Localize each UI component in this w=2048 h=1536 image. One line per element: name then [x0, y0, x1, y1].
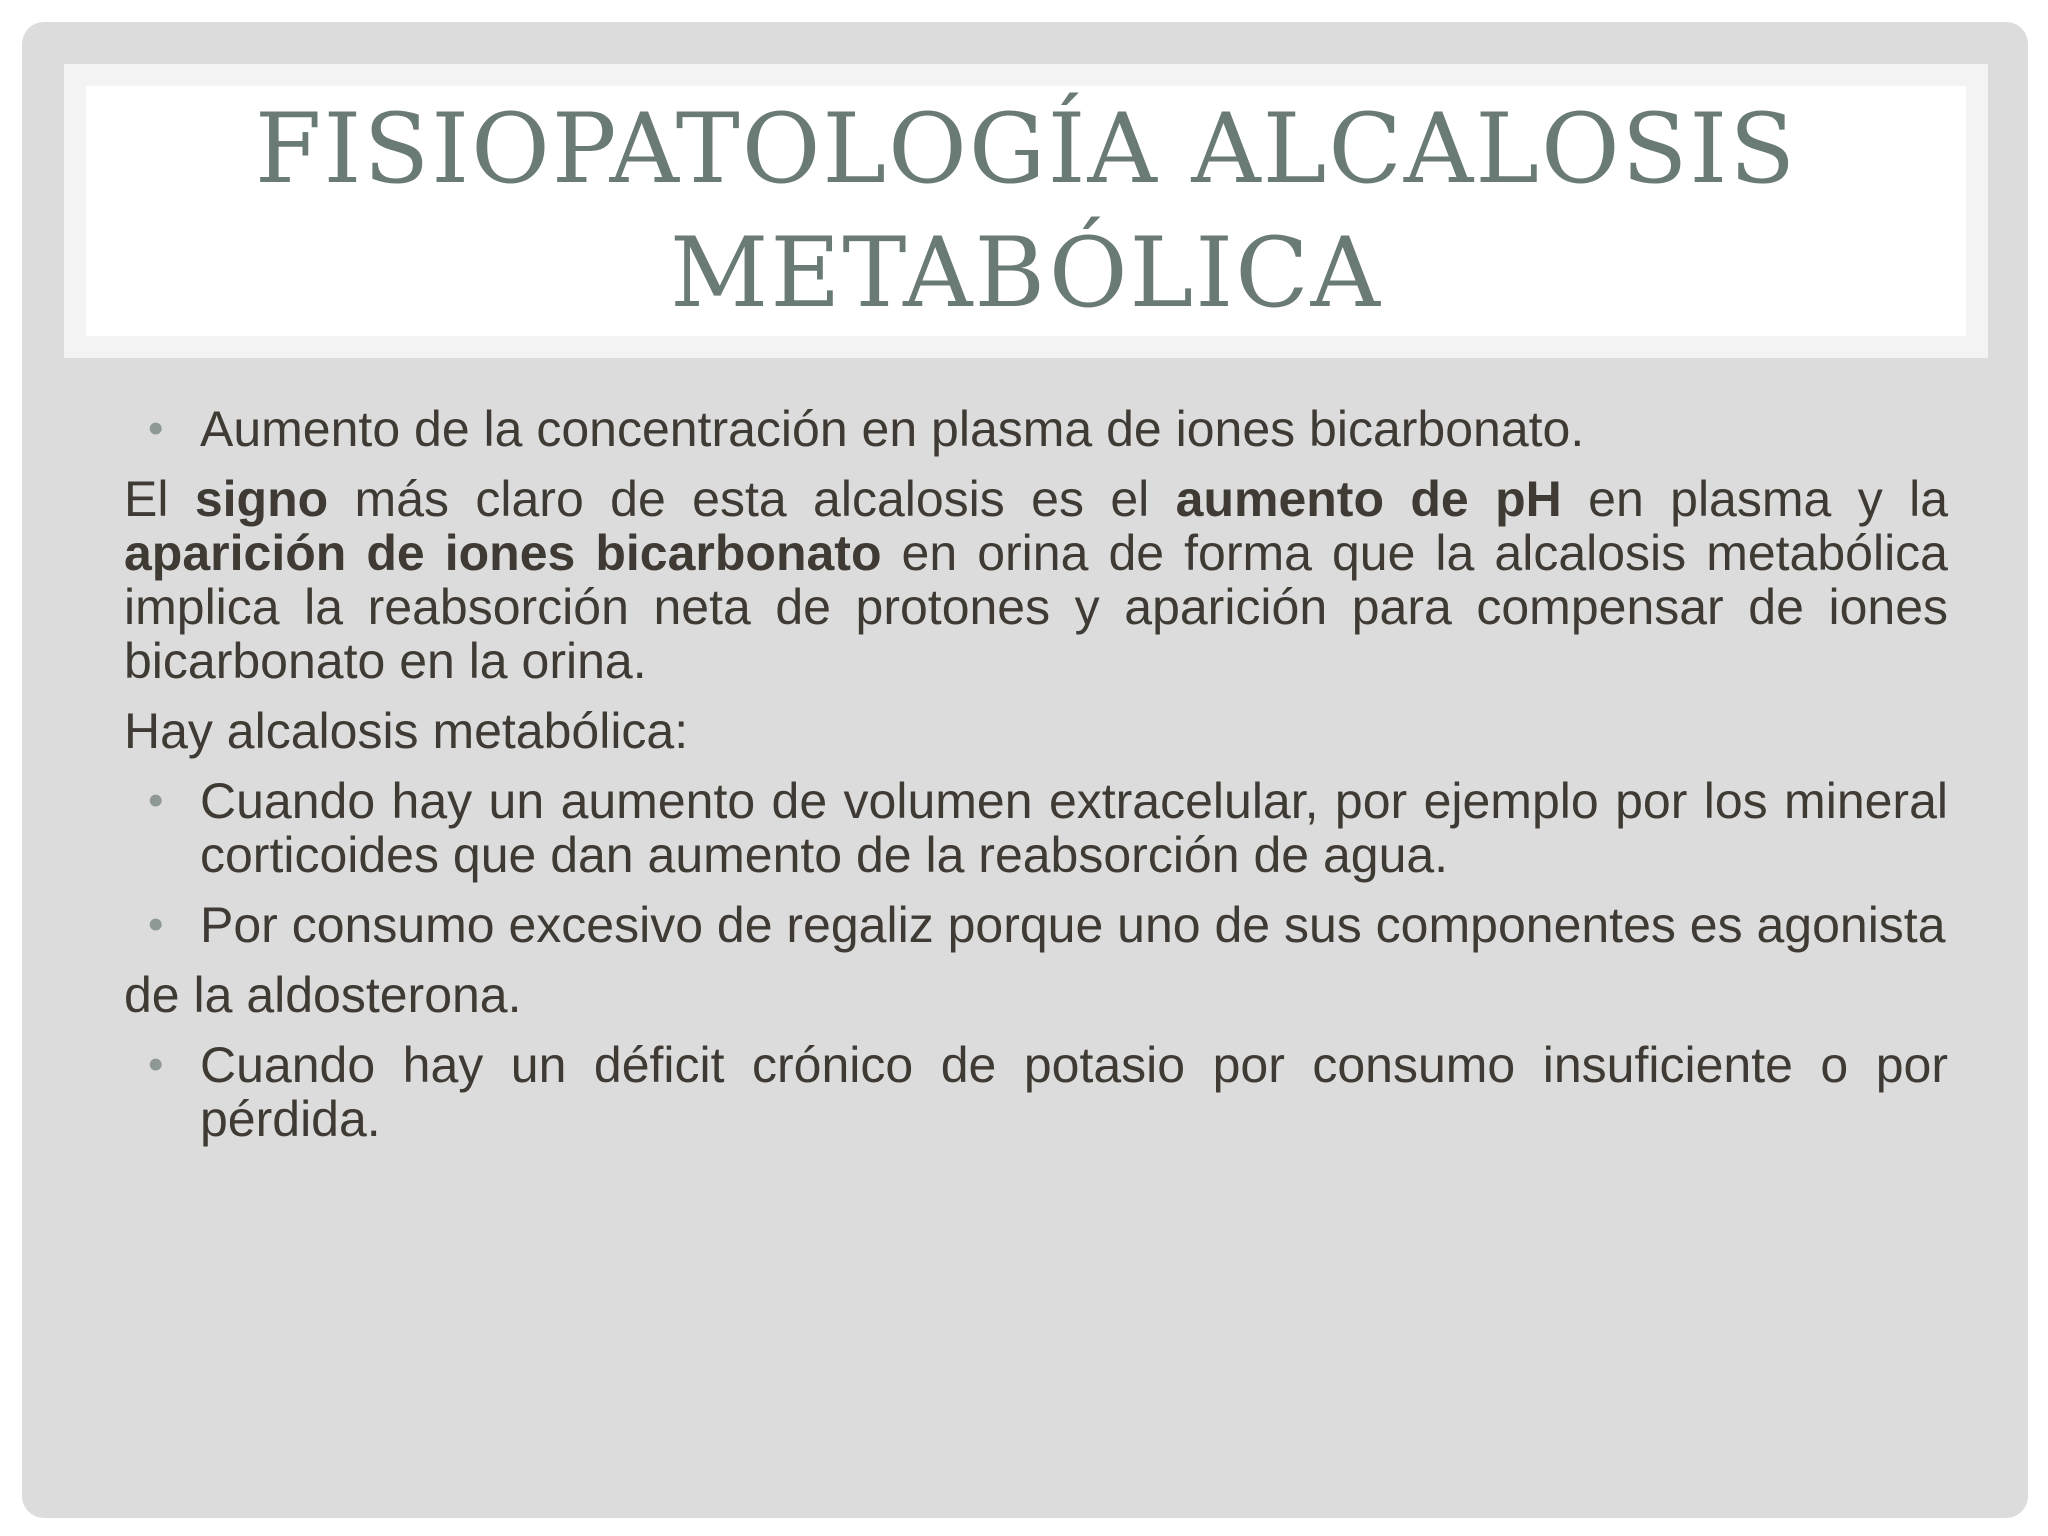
slide	[22, 22, 2028, 1518]
bold-run: aumento de pH	[1175, 471, 1562, 527]
paragraph: Hay alcalosis metabólica:	[124, 703, 689, 759]
title-box	[64, 64, 1988, 358]
slide-content	[124, 402, 1948, 1162]
bold-run: signo	[194, 471, 329, 527]
paragraph: de la aldosterona.	[124, 967, 522, 1023]
bullet-icon: •	[148, 404, 164, 453]
bullet-text: Por consumo excesivo de regaliz porque uno de sus componentes es agonista	[200, 897, 1946, 953]
bullet-text: Cuando hay un déficit crónico de potasio por consumo insuficiente o por pérdida.	[200, 1037, 1948, 1147]
bullet-icon: •	[148, 900, 164, 949]
bullet-item	[124, 774, 1948, 882]
bullet-text: Cuando hay un aumento de volumen extracelular, por ejemplo por los mineral corticoides que dan aumento de la reabsorción de agua.	[200, 773, 1948, 883]
bullet-icon: •	[148, 1040, 164, 1089]
title-line-1: FISIOPATOLOGÍA ALCALOSIS	[254, 93, 1798, 205]
text-run: El	[124, 471, 195, 527]
bullet-icon: •	[148, 776, 164, 825]
bullet-text: Aumento de la concentración en plasma de iones bicarbonato.	[200, 401, 1585, 457]
text-run: más claro de esta alcalosis es el	[328, 471, 1176, 527]
title-line-2: METABÓLICA	[670, 217, 1382, 329]
bullet-item	[124, 1038, 1948, 1146]
slide-title	[255, 87, 1797, 335]
paragraph	[124, 472, 1948, 688]
bullet-item	[124, 402, 1948, 456]
bold-run: aparición de iones bicarbonato	[124, 525, 882, 581]
bullet-item	[124, 898, 1948, 952]
text-run: en orina de forma que la alcalosis metabólica implica la reabsorción neta de protones y aparición para compensar de iones bicarbonato en la orina.	[124, 525, 1948, 689]
text-run: en plasma y la	[1561, 471, 1948, 527]
